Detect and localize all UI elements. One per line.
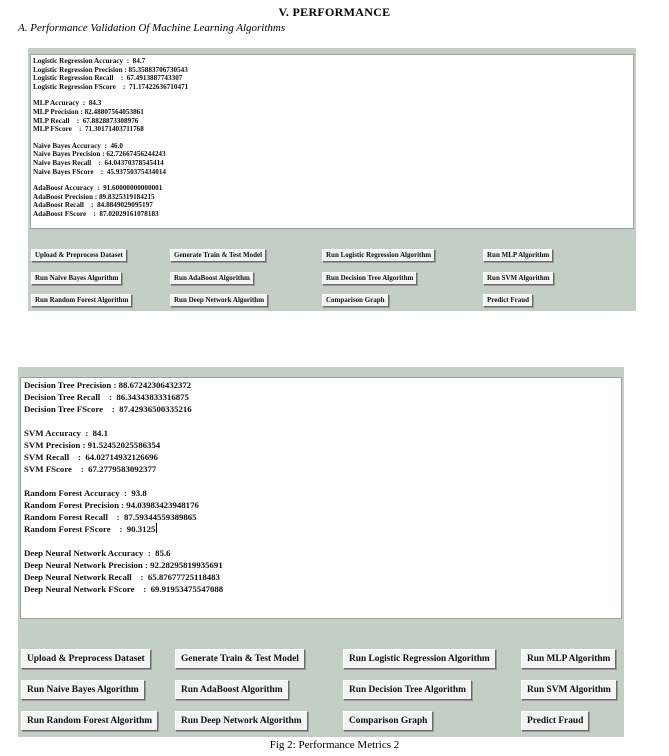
output-text-area[interactable] <box>20 377 622 619</box>
output-line: AdaBoost Precision : 89.8325319184215 <box>33 192 155 201</box>
run-logistic-regression-button[interactable]: Run Logistic Regression Algorithm <box>322 249 435 262</box>
section-heading: V. PERFORMANCE <box>278 5 391 19</box>
output-line: AdaBoost FScore : 87.02029161078183 <box>33 209 159 218</box>
output-line: SVM Precision : 91.52452025586354 <box>24 440 161 450</box>
output-line: SVM Accuracy : 84.1 <box>24 428 109 438</box>
run-svm-button[interactable]: Run SVM Algorithm <box>521 680 617 700</box>
output-line: MLP Recall : 67.8828873308976 <box>33 116 139 125</box>
output-line: SVM FScore : 67.2779583092377 <box>24 464 157 474</box>
run-decision-tree-button[interactable]: Run Decision Tree Algorithm <box>343 680 472 700</box>
output-line-text: Random Forest FScore : 90.3125 <box>24 524 156 534</box>
output-line: Decision Tree Recall : 86.34343833316875 <box>24 392 189 402</box>
output-line: Deep Neural Network Recall : 65.87677725118483 <box>24 572 220 582</box>
run-svm-button[interactable]: Run SVM Algorithm <box>483 272 554 285</box>
output-text-area[interactable] <box>30 54 634 229</box>
run-logistic-regression-button[interactable]: Run Logistic Regression Algorithm <box>343 649 496 669</box>
run-random-forest-button[interactable]: Run Random Forest Algorithm <box>31 294 132 307</box>
app-window-figure-1 <box>28 48 636 311</box>
output-line: Naive Bayes Precision : 62.72667456244243 <box>33 150 166 159</box>
generate-model-button[interactable]: Generate Train & Test Model <box>170 249 266 262</box>
comparison-graph-button[interactable]: Comparison Graph <box>322 294 389 307</box>
output-line: MLP FScore : 71.30171403711768 <box>33 125 144 134</box>
output-line: Decision Tree Precision : 88.67242306432372 <box>24 380 192 390</box>
output-line: SVM Recall : 64.02714932126696 <box>24 452 158 462</box>
output-line: Random Forest Precision : 94.03983423948176 <box>24 500 199 510</box>
app-window-figure-2 <box>18 367 624 737</box>
predict-fraud-button[interactable]: Predict Fraud <box>521 711 589 731</box>
run-adaboost-button[interactable]: Run AdaBoost Algorithm <box>170 272 254 285</box>
output-line: Deep Neural Network Accuracy : 85.6 <box>24 548 171 558</box>
figure-caption: Fig 2: Performance Metrics 2 <box>269 739 400 751</box>
comparison-graph-button[interactable]: Comparison Graph <box>343 711 433 731</box>
run-decision-tree-button[interactable]: Run Decision Tree Algorithm <box>322 272 417 285</box>
blank-line <box>24 415 621 427</box>
run-naive-bayes-button[interactable]: Run Naive Bayes Algorithm <box>31 272 122 285</box>
blank-line <box>33 134 633 142</box>
output-line: Decision Tree FScore : 87.42936500335216 <box>24 404 192 414</box>
generate-model-button[interactable]: Generate Train & Test Model <box>175 649 305 669</box>
blank-line <box>33 91 633 99</box>
output-line: Deep Neural Network FScore : 69.91953475547088 <box>24 584 224 594</box>
run-naive-bayes-button[interactable]: Run Naive Bayes Algorithm <box>21 680 145 700</box>
blank-line <box>24 535 621 547</box>
output-line: AdaBoost Recall : 84.8849029095197 <box>33 201 153 210</box>
output-line: MLP Precision : 82.48807564053861 <box>33 107 144 116</box>
output-line: Naive Bayes Accuracy : 46.0 <box>33 141 124 150</box>
output-line: Naive Bayes Recall : 64.04370378545414 <box>33 158 164 167</box>
output-line <box>24 523 621 535</box>
run-random-forest-button[interactable]: Run Random Forest Algorithm <box>21 711 158 731</box>
output-line: Random Forest Recall : 87.59344559389865 <box>24 512 197 522</box>
upload-dataset-button[interactable]: Upload & Preprocess Dataset <box>31 249 127 262</box>
text-cursor <box>156 523 157 533</box>
run-adaboost-button[interactable]: Run AdaBoost Algorithm <box>175 680 289 700</box>
output-line: AdaBoost Accuracy : 91.60000000000001 <box>33 184 163 193</box>
output-line: Naive Bayes FScore : 45.93750375434014 <box>33 167 167 176</box>
upload-dataset-button[interactable]: Upload & Preprocess Dataset <box>21 649 151 669</box>
output-line: MLP Accuracy : 84.3 <box>33 99 102 108</box>
predict-fraud-button[interactable]: Predict Fraud <box>483 294 533 307</box>
subsection-heading: A. Performance Validation Of Machine Learning Algorithms <box>18 22 286 34</box>
output-line: Logistic Regression Accuracy : 84.7 <box>33 57 146 65</box>
output-line: Logistic Regression Recall : 67.4913887743307 <box>33 74 183 83</box>
blank-line <box>24 475 621 487</box>
blank-line <box>33 176 633 184</box>
run-mlp-button[interactable]: Run MLP Algorithm <box>521 649 616 669</box>
run-deep-network-button[interactable]: Run Deep Network Algorithm <box>175 711 308 731</box>
run-deep-network-button[interactable]: Run Deep Network Algorithm <box>170 294 268 307</box>
output-line: Logistic Regression Precision : 85.35883706730543 <box>33 65 188 74</box>
output-line: Logistic Regression FScore : 71.17422636710471 <box>33 82 189 91</box>
output-line: Random Forest Accuracy : 93.8 <box>24 488 147 498</box>
run-mlp-button[interactable]: Run MLP Algorithm <box>483 249 553 262</box>
output-line: Deep Neural Network Precision : 92.28295819935691 <box>24 560 223 570</box>
